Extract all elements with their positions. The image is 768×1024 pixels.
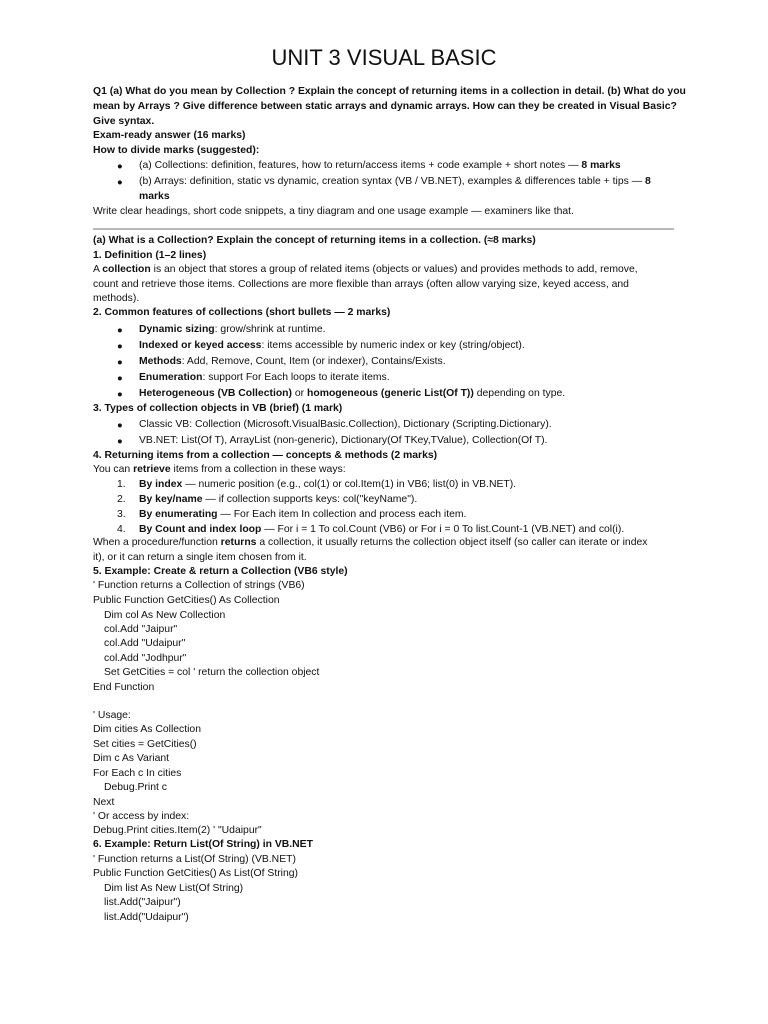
- code-line: Set cities = GetCities(): [93, 739, 197, 750]
- code-line: For Each c In cities: [93, 768, 182, 779]
- code-line: Dim col As New Collection: [104, 610, 226, 621]
- marks-b-item: (b) Arrays: definition, static vs dynamic, creation syntax (VB / VB.NET), examples & differences table + tips — 8: [139, 176, 651, 187]
- code-line: Debug.Print c: [104, 782, 167, 793]
- code-line: list.Add("Udaipur"): [104, 912, 189, 923]
- question-line-2: mean by Arrays ? Give difference between static arrays and dynamic arrays. How can they be created in Visual Basic?: [93, 101, 677, 112]
- marks-b-continuation: marks: [139, 191, 170, 202]
- code-line: ' Function returns a List(Of String) (VB.NET): [93, 854, 296, 865]
- feature-item: Indexed or keyed access: items accessible by numeric index or key (string/object).: [139, 340, 525, 351]
- write-clear-note: Write clear headings, short code snippets, a tiny diagram and one usage example — examiners like that.: [93, 206, 574, 217]
- code-line: Debug.Print cities.Item(2) ' "Udaipur": [93, 825, 262, 836]
- feature-item: Enumeration: support For Each loops to iterate items.: [139, 372, 390, 383]
- code-line: Dim cities As Collection: [93, 724, 201, 735]
- page-title: UNIT 3 VISUAL BASIC: [271, 45, 497, 70]
- code-line: list.Add("Jaipur"): [104, 897, 181, 908]
- way-item: By key/name — if collection supports keys: col("keyName").: [139, 494, 418, 505]
- exam-answer-label: Exam-ready answer (16 marks): [93, 130, 246, 141]
- example-5-heading: 5. Example: Create & return a Collection (VB6 style): [93, 566, 348, 577]
- way-item: By index — numeric position (e.g., col(1) or col.Item(1) in VB6; list(0) in VB.NET).: [139, 479, 517, 490]
- type-item: VB.NET: List(Of T), ArrayList (non-generic), Dictionary(Of TKey,TValue), Collection(Of T).: [139, 435, 548, 446]
- definition-line-1: A collection is an object that stores a group of related items (objects or values) and provides methods to add, remove,: [93, 264, 638, 275]
- definition-heading: 1. Definition (1–2 lines): [93, 250, 207, 261]
- code-line: End Function: [93, 682, 155, 693]
- list-number: 2.: [117, 494, 126, 505]
- retrieve-line: You can retrieve items from a collection in these ways:: [93, 464, 346, 475]
- way-item: By enumerating — For Each item In collection and process each item.: [139, 509, 467, 520]
- bullet-icon: ●: [117, 436, 123, 447]
- when-line-1: When a procedure/function returns a collection, it usually returns the collection object itself (so caller can iterate or index: [93, 537, 648, 548]
- code-line: ' Function returns a Collection of strings (VB6): [93, 580, 305, 591]
- code-line: col.Add "Jaipur": [104, 624, 178, 635]
- list-number: 1.: [117, 479, 126, 490]
- code-line: Next: [93, 797, 115, 808]
- bullet-icon: ●: [117, 389, 123, 400]
- code-line: Dim list As New List(Of String): [104, 883, 244, 894]
- list-number: 3.: [117, 509, 126, 520]
- definition-line-2: count and retrieve those items. Collections are more flexible than arrays (often allow varying size, keyed access, and: [93, 279, 629, 290]
- feature-item: Heterogeneous (VB Collection) or homogeneous (generic List(Of T)) depending on type.: [139, 388, 566, 399]
- way-item: By Count and index loop — For i = 1 To col.Count (VB6) or For i = 0 To list.Count-1 (VB.NET) and col(i).: [139, 524, 625, 535]
- part-a-heading: (a) What is a Collection? Explain the concept of returning items in a collection. (≈8 marks): [93, 235, 536, 246]
- features-heading: 2. Common features of collections (short bullets — 2 marks): [93, 307, 391, 318]
- bullet-icon: ●: [117, 325, 123, 336]
- marks-a-item: (a) Collections: definition, features, how to return/access items + code example + short notes — 8 marks: [139, 160, 621, 171]
- bullet-icon: ●: [117, 177, 123, 188]
- question-line-3: Give syntax.: [93, 116, 155, 127]
- example-6-heading: 6. Example: Return List(Of String) in VB.NET: [93, 839, 313, 850]
- bullet-icon: ●: [117, 161, 123, 172]
- definition-line-3: methods).: [93, 293, 140, 304]
- question-line-1: Q1 (a) What do you mean by Collection ? Explain the concept of returning items in a collection in detail. (b) What do you: [93, 86, 686, 97]
- code-line: col.Add "Udaipur": [104, 638, 186, 649]
- code-line: ' Usage:: [93, 710, 131, 721]
- type-item: Classic VB: Collection (Microsoft.VisualBasic.Collection), Dictionary (Scripting.Dictionary).: [139, 419, 552, 430]
- bullet-icon: ●: [117, 420, 123, 431]
- code-line: Dim c As Variant: [93, 753, 170, 764]
- when-line-2: it), or it can return a single item chosen from it.: [93, 552, 307, 563]
- types-heading: 3. Types of collection objects in VB (brief) (1 mark): [93, 403, 343, 414]
- section-divider: [93, 228, 674, 230]
- code-line: ' Or access by index:: [93, 811, 190, 822]
- bullet-icon: ●: [117, 373, 123, 384]
- divide-marks-label: How to divide marks (suggested):: [93, 145, 260, 156]
- bullet-icon: ●: [117, 341, 123, 352]
- list-number: 4.: [117, 524, 126, 535]
- code-line: Set GetCities = col ' return the collection object: [104, 667, 320, 678]
- code-line: Public Function GetCities() As List(Of String): [93, 868, 298, 879]
- code-line: col.Add "Jodhpur": [104, 653, 187, 664]
- code-line: Public Function GetCities() As Collection: [93, 595, 280, 606]
- feature-item: Methods: Add, Remove, Count, Item (or indexer), Contains/Exists.: [139, 356, 446, 367]
- returning-heading: 4. Returning items from a collection — concepts & methods (2 marks): [93, 450, 438, 461]
- bullet-icon: ●: [117, 357, 123, 368]
- feature-item: Dynamic sizing: grow/shrink at runtime.: [139, 324, 326, 335]
